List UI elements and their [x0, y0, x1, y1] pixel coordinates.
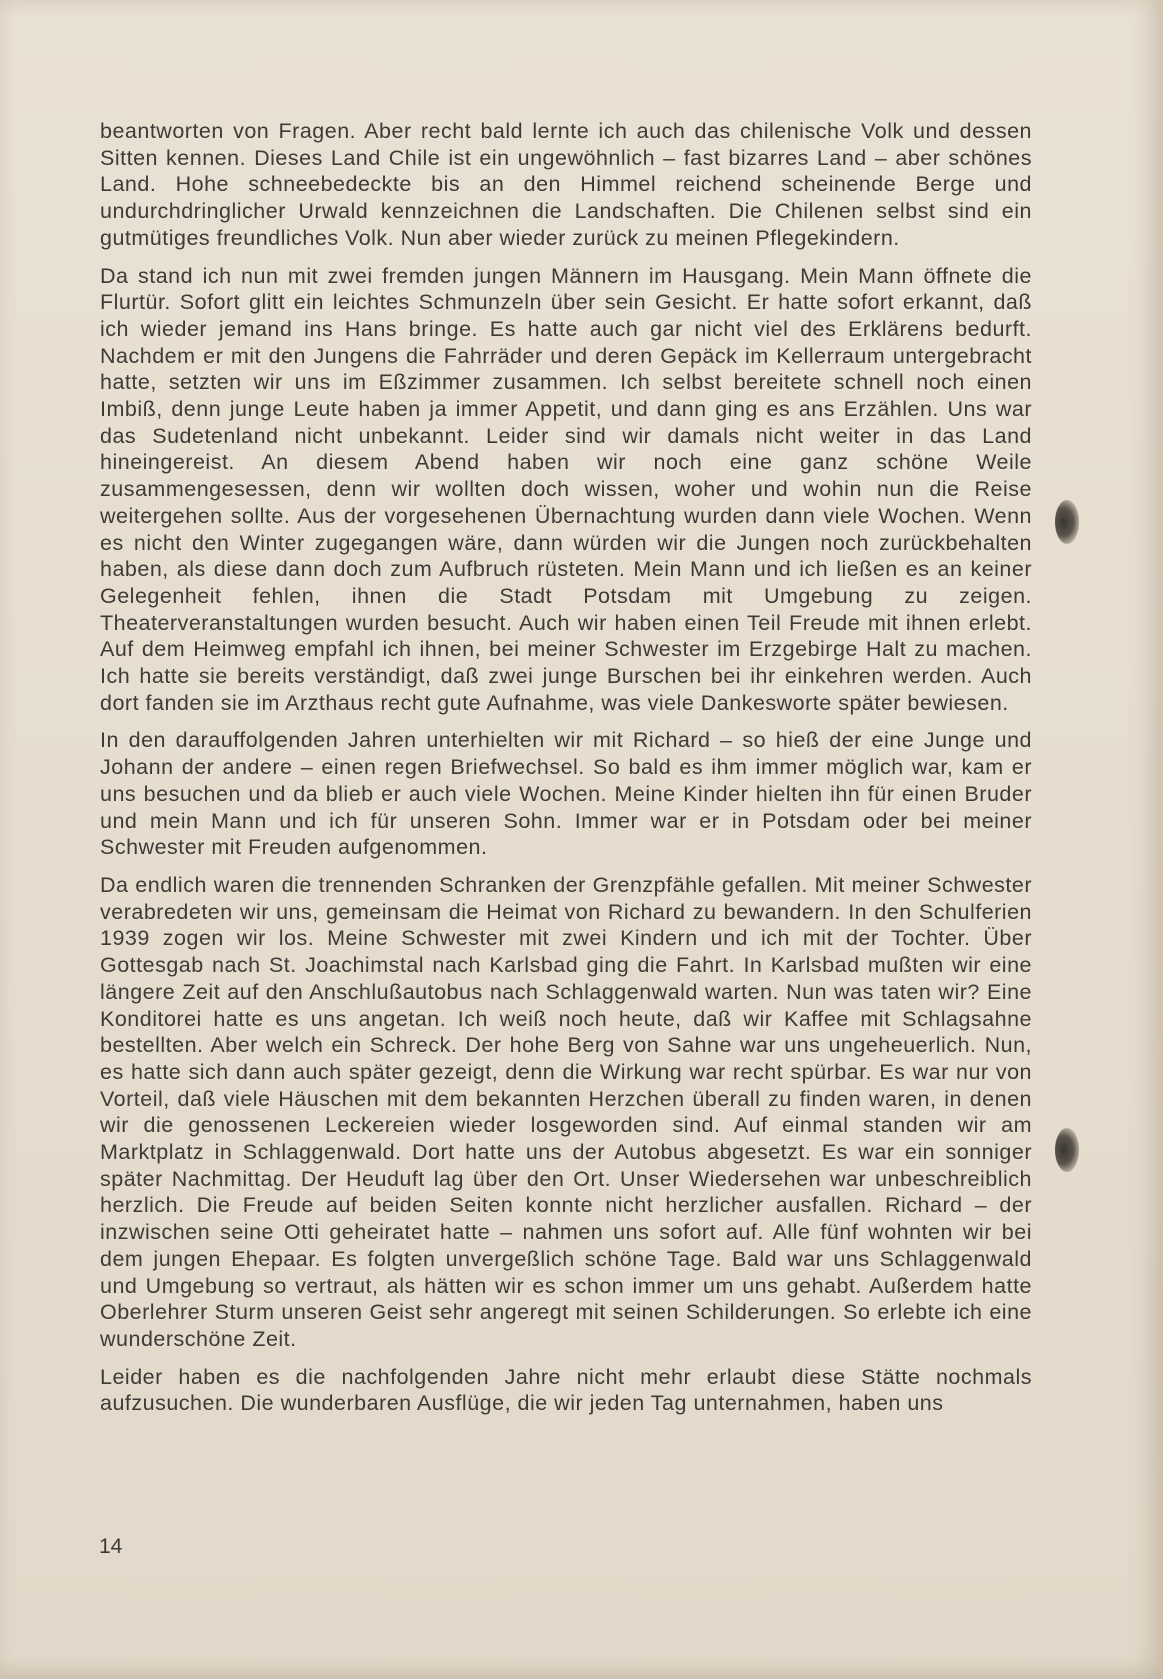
page-number: 14 — [99, 1535, 123, 1558]
punch-hole-icon — [1055, 500, 1079, 544]
body-text — [100, 118, 1032, 1428]
paragraph-3: In den darauffolgenden Jahren unterhielten wir mit Richard – so hieß der eine Junge und Johann der andere – einen regen Briefwechsel. So bald es ihm immer möglich war, kam er uns besuchen und da blieb er auch viele Wochen. Meine Kinder hielten ihn für einen Bruder und mein Mann und ich für unseren Sohn. Immer war er in Potsdam oder bei meiner Schwester mit Freuden aufgenommen. — [100, 728, 1032, 860]
paragraph-4: Da endlich waren die trennenden Schranken der Grenzpfähle gefallen. Mit meiner Schwester verabredeten wir uns, gemeinsam die Heimat von Richard zu bewandern. In den Schulferien 1939 zogen wir los. Meine Schwester mit zwei Kindern und ich mit der Tochter. Über Gottesgab nach St. Joachimstal nach Karlsbad ging die Fahrt. In Karlsbad mußten wir eine längere Zeit auf den Anschlußautobus nach Schlaggenwald warten. Nun was taten wir? Eine Konditorei hatte es uns angetan. Ich weiß noch heute, daß wir Kaffee mit Schlagsahne bestellten. Aber welch ein Schreck. Der hohe Berg von Sahne war uns ungeheuerlich. Nun, es hatte sich dann auch später gezeigt, denn die Wirkung war recht spürbar. Es war nur von Vorteil, daß viele Häuschen mit dem bekannten Herzchen überall zu finden waren, in denen wir die genossenen Leckereien wieder losgeworden sind. Auf einmal standen wir am Marktplatz in Schlaggenwald. Dort hatte uns der Autobus abgesetzt. Es war ein sonniger später Nachmittag. Der Heuduft lag über den Ort. Unser Wiedersehen war unbeschreiblich herzlich. Die Freude auf beiden Seiten konnte nicht herzlicher ausfallen. Richard – der inzwischen seine Otti geheiratet hatte – nahmen uns sofort auf. Alle fünf wohnten wir bei dem jungen Ehepaar. Es folgten unvergeßlich schöne Tage. Bald war uns Schlaggenwald und Umgebung so vertraut, als hätten wir es schon immer um uns gehabt. Außerdem hatte Oberlehrer Sturm unseren Geist sehr angeregt mit seinen Schilderungen. So erlebte ich eine wunderschöne Zeit. — [100, 872, 1032, 1351]
punch-hole-icon — [1055, 1128, 1079, 1172]
paragraph-5: Leider haben es die nachfolgenden Jahre nicht mehr erlaubt diese Stätte nochmals aufzusuchen. Die wunderbaren Ausflüge, die wir jeden Tag unternahmen, haben uns — [100, 1364, 1032, 1416]
paragraph-2: Da stand ich nun mit zwei fremden jungen Männern im Hausgang. Mein Mann öffnete die Flurtür. Sofort glitt ein leichtes Schmunzeln über sein Gesicht. Er hatte sofort erkannt, daß ich wieder jemand ins Hans bringe. Es hatte auch gar nicht viel des Erklärens bedurft. Nachdem er mit den Jungens die Fahrräder und deren Gepäck im Kellerraum untergebracht hatte, setzten wir uns im Eßzimmer zusammen. Ich selbst bereitete schnell noch einen Imbiß, denn junge Leute haben ja immer Appetit, und dann ging es ans Erzählen. Uns war das Sudetenland nicht unbekannt. Leider sind wir damals nicht weiter in das Land hineingereist. An diesem Abend haben wir noch eine ganz schöne Weile zusammengesessen, denn wir wollten doch wissen, woher und wohin nun die Reise weitergehen sollte. Aus der vorgesehenen Übernachtung wurden dann viele Wochen. Wenn es nicht den Winter zugegangen wäre, dann würden wir die Jungen noch zurückbehalten haben, als diese dann doch zum Aufbruch rüsteten. Mein Mann und ich ließen es an keiner Gelegenheit fehlen, ihnen die Stadt Potsdam mit Umgebung zu zeigen. Theaterveranstaltungen wurden besucht. Auch wir haben einen Teil Freude mit ihnen erlebt. Auf dem Heimweg empfahl ich ihnen, bei meiner Schwester im Erzgebirge Halt zu machen. Ich hatte sie bereits verständigt, daß zwei junge Burschen bei ihr einkehren werden. Auch dort fanden sie im Arzthaus recht gute Aufnahme, was viele Dankesworte später bewiesen. — [100, 263, 1032, 715]
paragraph-1: beantworten von Fragen. Aber recht bald lernte ich auch das chilenische Volk und dessen Sitten kennen. Dieses Land Chile ist ein ungewöhnlich – fast bizarres Land – aber schönes Land. Hohe schneebedeckte bis an den Himmel reichend scheinende Berge und undurchdringlicher Urwald kennzeichnen die Landschaften. Die Chilenen selbst sind ein gutmütiges freundliches Volk. Nun aber wieder zurück zu meinen Pflegekindern. — [100, 119, 1032, 250]
